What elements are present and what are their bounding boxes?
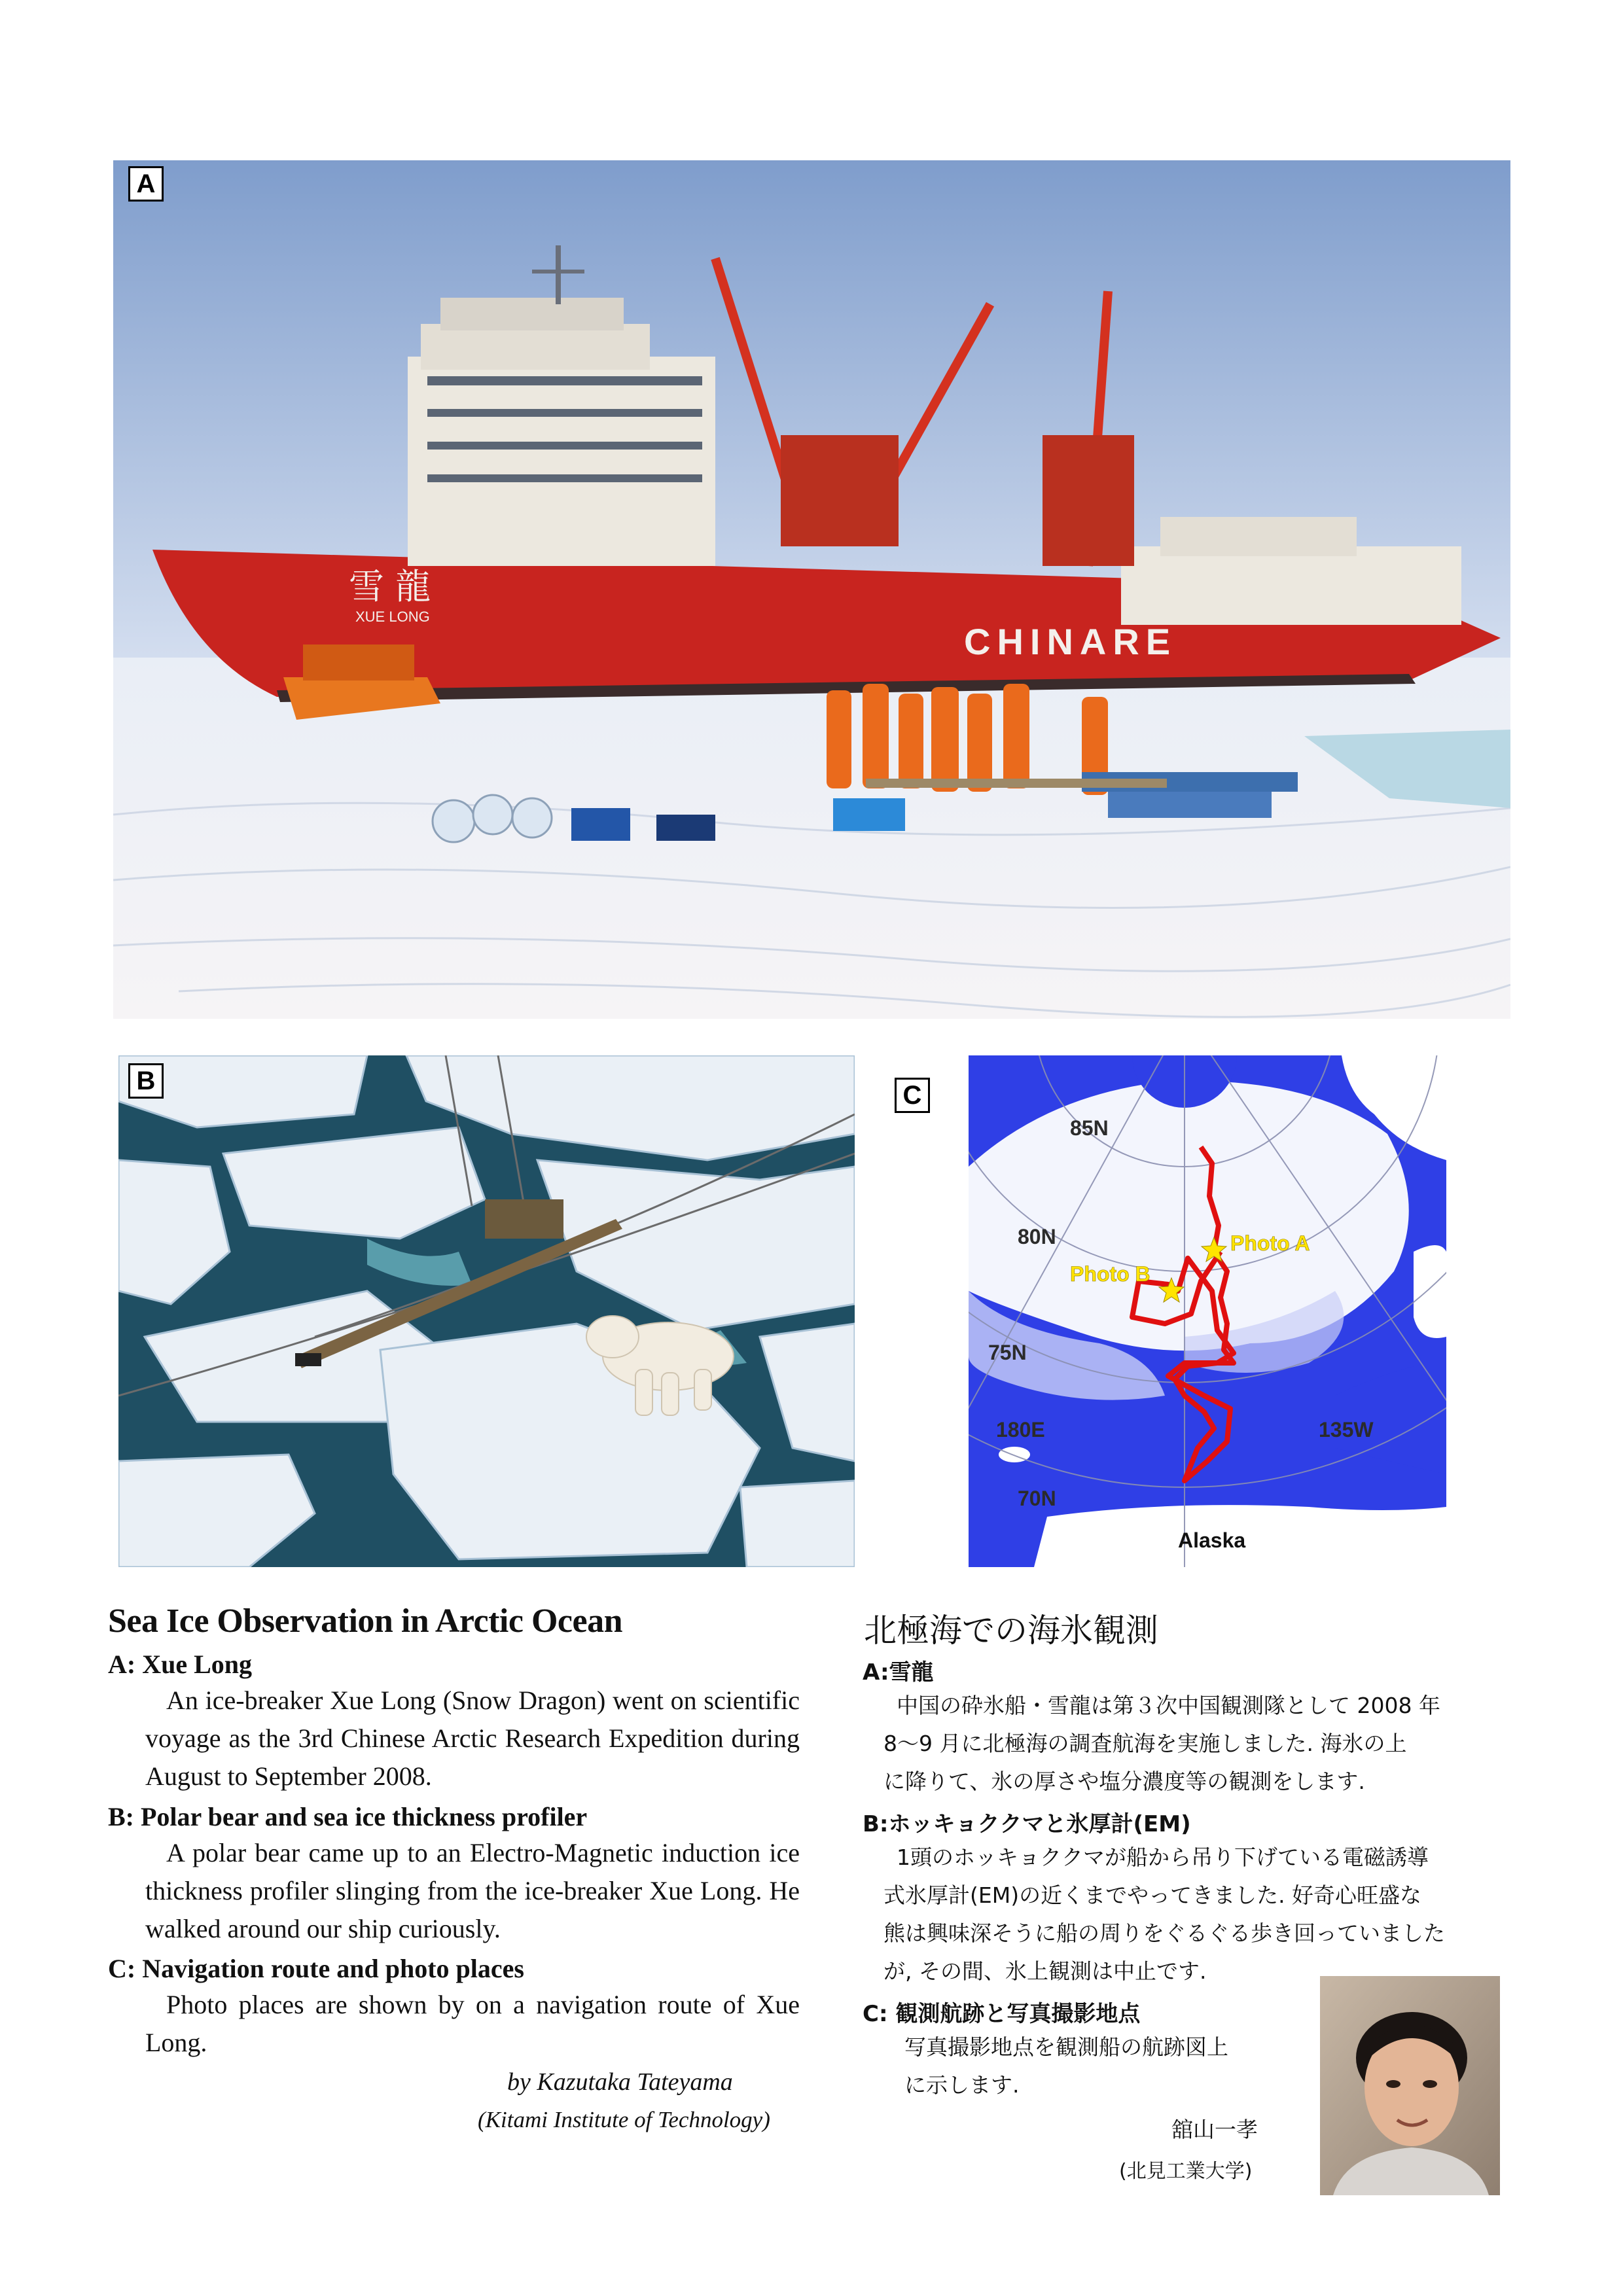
english-a-heading: A: Xue Long bbox=[108, 1650, 253, 1679]
english-c-heading: C: Navigation route and photo places bbox=[108, 1954, 524, 1983]
photo-a-marker-label: Photo A bbox=[1230, 1231, 1310, 1255]
english-b-heading: B: Polar bear and sea ice thickness profiler bbox=[108, 1802, 588, 1831]
japanese-b-line-3: 熊は興味深そうに船の周りをぐるぐる歩き回っていました bbox=[883, 1920, 1445, 1946]
alaska-label: Alaska bbox=[1178, 1528, 1246, 1552]
lat-70-label: 70N bbox=[1018, 1487, 1056, 1510]
japanese-a-line-2: 8〜9 月に北極海の調査航海を実施しました. 海氷の上 bbox=[883, 1731, 1407, 1756]
lon-180-label: 180E bbox=[996, 1418, 1045, 1441]
japanese-title: 北極海での海氷観測 bbox=[864, 1612, 1158, 1650]
english-title: Sea Ice Observation in Arctic Ocean bbox=[108, 1602, 622, 1640]
author-portrait bbox=[1320, 1976, 1500, 2195]
hull-lettering: CHINARE bbox=[964, 621, 1177, 662]
japanese-b-line-1: 1頭のホッキョククマが船から吊り下げている電磁誘導 bbox=[897, 1845, 1429, 1870]
photo-b-polar-bear bbox=[118, 1055, 855, 1567]
japanese-author: 舘山一孝 bbox=[1171, 2117, 1258, 2142]
lat-80-label: 80N bbox=[1018, 1225, 1056, 1248]
route-map bbox=[969, 1055, 1446, 1567]
english-c-body: Photo places are shown by on a navigation route of Xue Long. bbox=[145, 1990, 800, 2057]
japanese-a-line-1: 中国の砕氷船・雪龍は第３次中国観測隊として 2008 年 bbox=[897, 1693, 1440, 1718]
lat-75-label: 75N bbox=[988, 1341, 1027, 1364]
japanese-b-heading: B:ホッキョククマと氷厚計(EM) bbox=[863, 1811, 1191, 1837]
photo-b-marker-label: Photo B bbox=[1070, 1262, 1150, 1286]
lat-85-label: 85N bbox=[1070, 1116, 1109, 1140]
photo-a-ship bbox=[113, 160, 1510, 1019]
photo-a-tag: A bbox=[128, 166, 164, 202]
japanese-c-line-2: に示します. bbox=[904, 2072, 1020, 2098]
ship-latin-name: XUE LONG bbox=[355, 609, 430, 625]
japanese-a-line-3: に降りて、氷の厚さや塩分濃度等の観測をします. bbox=[883, 1769, 1365, 1794]
photo-c-tag: C bbox=[895, 1078, 930, 1113]
japanese-b-line-4: が, その間、氷上観測は中止です. bbox=[883, 1958, 1207, 1984]
japanese-b-line-2: 式氷厚計(EM)の近くまでやってきました. 好奇心旺盛な bbox=[883, 1882, 1422, 1908]
photo-b-tag: B bbox=[128, 1063, 164, 1099]
lon-135-label: 135W bbox=[1319, 1418, 1374, 1441]
english-b-body: A polar bear came up to an Electro-Magnetic induction ice thickness profiler slinging from the ice-breaker Xue Long. He walked around our ship curiously. bbox=[145, 1838, 800, 1943]
japanese-c-heading: C: 観測航跡と写真撮影地点 bbox=[863, 2001, 1141, 2027]
english-a-body: An ice-breaker Xue Long (Snow Dragon) went on scientific voyage as the 3rd Chinese Arctic Research Expedition during August to September 2008. bbox=[145, 1686, 800, 1791]
english-affiliation: (Kitami Institute of Technology) bbox=[478, 2107, 770, 2132]
ship-chinese-name: 雪 龍 bbox=[349, 566, 431, 607]
japanese-a-heading: A:雪龍 bbox=[863, 1659, 934, 1686]
japanese-affiliation: (北見工業大学) bbox=[1119, 2160, 1253, 2183]
japanese-c-line-1: 写真撮影地点を観測船の航跡図上 bbox=[904, 2034, 1228, 2060]
english-author: by Kazutaka Tateyama bbox=[507, 2068, 733, 2096]
